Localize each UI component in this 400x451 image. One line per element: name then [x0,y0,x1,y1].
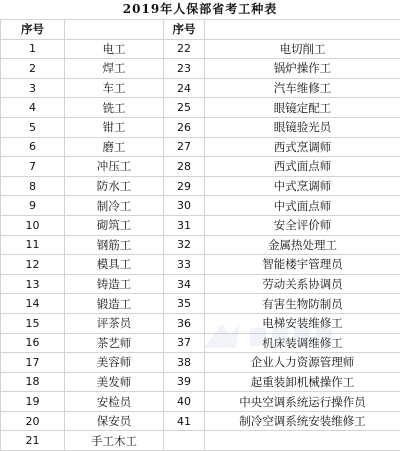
table-row [1,431,400,451]
table-row [1,117,400,137]
seq-left-cell: 10 [1,215,65,235]
table-row [1,255,400,275]
table-header-row [1,20,400,40]
seq-right-cell: 34 [164,274,205,294]
trade-right-cell: 有害生物防制员 [205,294,400,314]
seq-left-cell: 6 [1,137,65,157]
trade-left-cell: 铣工 [65,98,164,118]
trade-left-cell: 焊工 [65,59,164,79]
trade-right-cell: 电梯安装维修工 [205,313,400,333]
seq-left-cell: 12 [1,255,65,275]
seq-right-cell: 29 [164,176,205,196]
seq-left-cell: 1 [1,39,65,59]
seq-right-cell: 23 [164,59,205,79]
seq-left-cell: 9 [1,196,65,216]
seq-right-cell: 31 [164,215,205,235]
seq-right-cell: 27 [164,137,205,157]
seq-left-cell: 18 [1,372,65,392]
trade-right-cell: 安全评价师 [205,215,400,235]
seq-left-cell: 5 [1,117,65,137]
seq-right-cell: 36 [164,313,205,333]
trade-left-cell: 钳工 [65,117,164,137]
trade-left-cell: 手工木工 [65,431,164,451]
seq-right-cell: 24 [164,78,205,98]
table-row [1,59,400,79]
seq-right-cell: 25 [164,98,205,118]
trade-right-cell: 劳动关系协调员 [205,274,400,294]
trade-left-cell: 车工 [65,78,164,98]
trade-left-cell: 美发师 [65,372,164,392]
table-row [1,176,400,196]
seq-left-cell: 17 [1,353,65,373]
seq-right-cell: 28 [164,157,205,177]
table-row [1,137,400,157]
trade-left-cell: 茶艺师 [65,333,164,353]
header-seq-left: 序号 [1,20,65,40]
header-seq-right: 序号 [164,20,205,40]
seq-left-cell: 8 [1,176,65,196]
header-trade-right [205,20,400,40]
seq-right-cell: 41 [164,411,205,431]
table-row [1,313,400,333]
trade-left-cell: 保安员 [65,411,164,431]
trade-left-cell: 防水工 [65,176,164,196]
seq-left-cell: 11 [1,235,65,255]
seq-right-cell: 38 [164,353,205,373]
trade-left-cell: 模具工 [65,255,164,275]
table-row [1,333,400,353]
seq-left-cell: 19 [1,392,65,412]
trade-left-cell: 制冷工 [65,196,164,216]
trade-right-cell: 眼镜验光员 [205,117,400,137]
header-trade-left [65,20,164,40]
trade-left-cell: 砌筑工 [65,215,164,235]
trade-left-cell: 钢筋工 [65,235,164,255]
trade-left-cell: 安检员 [65,392,164,412]
seq-right-cell: 30 [164,196,205,216]
trade-right-cell: 金属热处理工 [205,235,400,255]
trade-right-cell: 西式烹调师 [205,137,400,157]
table-row [1,294,400,314]
table-row [1,39,400,59]
table-row [1,411,400,431]
table-row [1,98,400,118]
seq-left-cell: 7 [1,157,65,177]
trade-right-cell: 电切削工 [205,39,400,59]
trade-right-cell: 中央空调系统运行操作员 [205,392,400,412]
seq-right-cell: 32 [164,235,205,255]
table-row [1,353,400,373]
trade-table [0,19,400,451]
seq-left-cell: 16 [1,333,65,353]
seq-right-cell: 35 [164,294,205,314]
seq-left-cell: 4 [1,98,65,118]
table-row [1,196,400,216]
trade-left-cell: 评茶员 [65,313,164,333]
trade-right-cell: 起重装卸机械操作工 [205,372,400,392]
trade-left-cell: 美容师 [65,353,164,373]
trade-right-cell: 眼镜定配工 [205,98,400,118]
seq-left-cell: 21 [1,431,65,451]
seq-right-cell: 26 [164,117,205,137]
table-row [1,274,400,294]
seq-right-cell: 37 [164,333,205,353]
trade-left-cell: 锻造工 [65,294,164,314]
trade-right-cell: 智能楼宇管理员 [205,255,400,275]
trade-right-cell: 中式烹调师 [205,176,400,196]
table-row [1,78,400,98]
seq-left-cell: 20 [1,411,65,431]
sheet-title: 2019年人保部省考工种表 [0,0,400,20]
seq-left-cell: 13 [1,274,65,294]
trade-right-cell [205,431,400,451]
trade-right-cell: 制冷空调系统安装维修工 [205,411,400,431]
seq-right-cell: 40 [164,392,205,412]
table-row [1,372,400,392]
seq-right-cell: 39 [164,372,205,392]
trade-left-cell: 冲压工 [65,157,164,177]
seq-right-cell: 22 [164,39,205,59]
trade-right-cell: 机床装调维修工 [205,333,400,353]
seq-right-cell [164,431,205,451]
seq-left-cell: 2 [1,59,65,79]
trade-right-cell: 企业人力资源管理师 [205,353,400,373]
table-row [1,235,400,255]
seq-right-cell: 33 [164,255,205,275]
trade-right-cell: 中式面点师 [205,196,400,216]
trade-left-cell: 电工 [65,39,164,59]
table-row [1,215,400,235]
trade-left-cell: 磨工 [65,137,164,157]
table-row [1,392,400,412]
trade-right-cell: 锅炉操作工 [205,59,400,79]
trade-right-cell: 汽车维修工 [205,78,400,98]
trade-right-cell: 西式面点师 [205,157,400,177]
seq-left-cell: 3 [1,78,65,98]
seq-left-cell: 14 [1,294,65,314]
table-row [1,157,400,177]
seq-left-cell: 15 [1,313,65,333]
trade-left-cell: 铸造工 [65,274,164,294]
